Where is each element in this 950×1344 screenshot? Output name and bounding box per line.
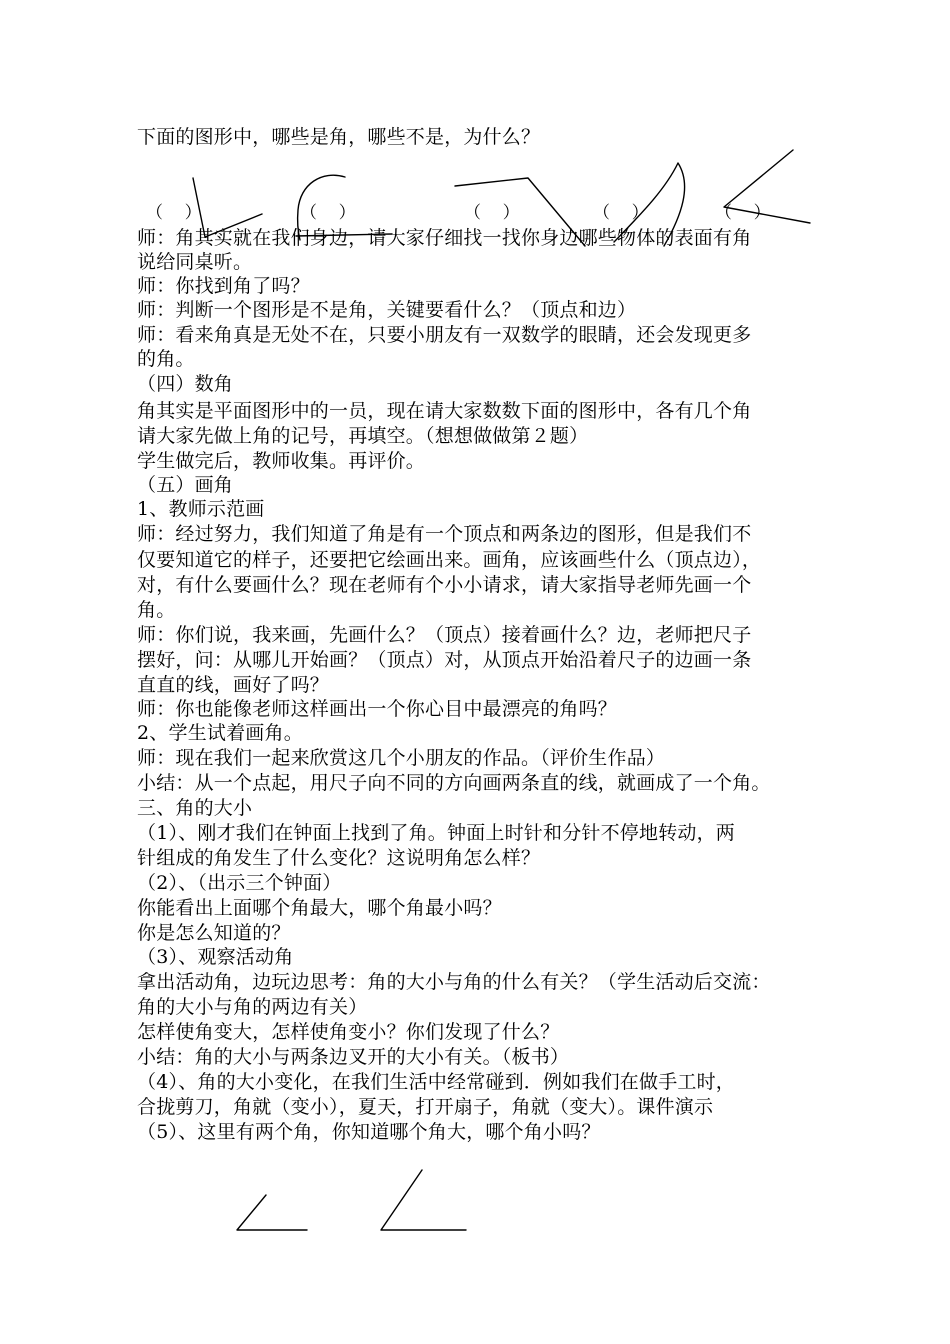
text-line: 学生做完后，教师收集。再评价。 (137, 450, 426, 472)
text-line: 小结：角的大小与两条边叉开的大小有关。（板书） (137, 1046, 570, 1068)
question-text: 下面的图形中，哪些是角，哪些不是，为什么？ (137, 126, 541, 148)
text-line: 怎样使角变大，怎样使角变小？你们发现了什么？ (137, 1021, 560, 1043)
text-line: 仅要知道它的样子，还要把它绘画出来。画角，应该画些什么（顶点边）， (137, 549, 762, 571)
text-line: 你能看出上面哪个角最大，哪个角最小吗？ (137, 897, 502, 919)
answer-blank-1[interactable]: （ ） (146, 203, 202, 223)
text-line: 角的大小与角的两边有关） (137, 996, 368, 1018)
answer-blank-5[interactable]: （ ） (715, 203, 771, 223)
subsection-heading: 1、教师示范画 (137, 498, 265, 520)
text-line: 师：角其实就在我们身边，请大家仔细找一找你身边哪些物体的表面有角 (137, 227, 752, 249)
large-angle (381, 1170, 466, 1230)
text-line: 合拢剪刀，角就（变小），夏天，打开扇子，角就（变大）。课件演示 (137, 1096, 714, 1118)
small-angle (237, 1195, 307, 1230)
text-line: 师：你也能像老师这样画出一个你心目中最漂亮的角吗？ (137, 698, 618, 720)
answer-blank-3[interactable]: （ ） (464, 203, 520, 223)
text-line: （1）、刚才我们在钟面上找到了角。钟面上时针和分针不停地转动，两 (137, 822, 735, 844)
text-line: 摆好，问：从哪儿开始画？（顶点）对，从顶点开始沿着尺子的边画一条 (137, 649, 752, 671)
text-line: 的角。 (137, 348, 195, 370)
text-line: （4）、角的大小变化，在我们生活中经常碰到．例如我们在做手工时， (137, 1071, 735, 1093)
text-line: （2）、（出示三个钟面） (137, 872, 342, 894)
answer-blank-2[interactable]: （ ） (300, 203, 356, 223)
section-heading: （四）数角 (137, 373, 234, 395)
text-line: 师：经过努力，我们知道了角是有一个顶点和两条边的图形，但是我们不 (137, 523, 752, 545)
text-line: 针组成的角发生了什么变化？这说明角怎么样？ (137, 847, 541, 869)
text-line: 拿出活动角，边玩边思考：角的大小与角的什么有关？（学生活动后交流： (137, 971, 771, 993)
section-heading: 三、角的大小 (137, 797, 253, 819)
text-line: 小结：从一个点起，用尺子向不同的方向画两条直的线，就画成了一个角。 (137, 772, 771, 794)
text-line: （3）、观察活动角 (137, 946, 294, 968)
text-line: 角。 (137, 599, 176, 621)
answer-blank-4[interactable]: （ ） (593, 203, 649, 223)
text-line: 请大家先做上角的记号，再填空。（想想做做第２题） (137, 425, 589, 447)
subsection-heading: 2、学生试着画角。 (137, 722, 303, 744)
text-line: 师：你们说，我来画，先画什么？（顶点）接着画什么？边，老师把尺子 (137, 624, 752, 646)
text-line: 说给同桌听。 (137, 251, 253, 273)
text-line: 角其实是平面图形中的一员，现在请大家数数下面的图形中，各有几个角 (137, 400, 752, 422)
text-line: 直直的线，画好了吗？ (137, 674, 330, 696)
text-line: 对，有什么要画什么？现在老师有个小小请求，请大家指导老师先画一个 (137, 574, 752, 596)
text-line: 师：看来角真是无处不在，只要小朋友有一双数学的眼睛，还会发现更多 (137, 324, 752, 346)
text-line: 师：判断一个图形是不是角，关键要看什么？（顶点和边） (137, 299, 637, 321)
text-line: 师：现在我们一起来欣赏这几个小朋友的作品。（评价生作品） (137, 747, 666, 769)
text-line: 你是怎么知道的？ (137, 922, 291, 944)
text-line: 师：你找到角了吗？ (137, 275, 310, 297)
text-line: （5）、这里有两个角，你知道哪个角大，哪个角小吗？ (137, 1121, 601, 1143)
section-heading: （五）画角 (137, 474, 234, 496)
